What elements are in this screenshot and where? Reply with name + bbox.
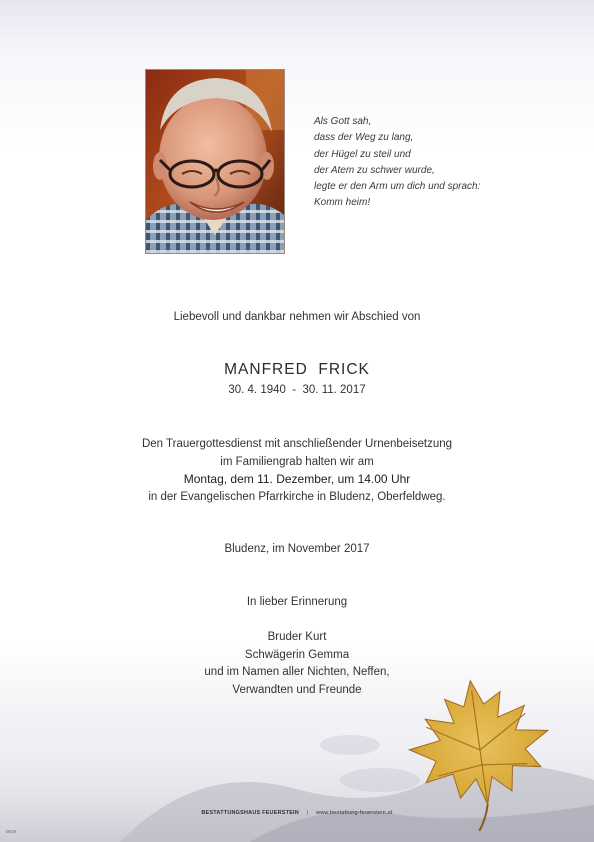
funeral-home-name: BESTATTUNGSHAUS FEUERSTEIN	[201, 810, 299, 816]
poem	[314, 114, 554, 212]
mourner-line: Schwägerin Gemma	[244, 648, 350, 661]
service-line-1: Den Trauergottesdienst mit anschließender Urnenbeisetzung	[141, 438, 453, 450]
footer	[0, 810, 594, 816]
deceased-name: MANFRED FRICK	[224, 361, 370, 378]
closing-phrase: In lieber Erinnerung	[246, 596, 348, 608]
service-info	[0, 436, 594, 506]
mourner-line: Verwandten und Freunde	[232, 683, 362, 696]
intro-text: Liebevoll und dankbar nehmen wir Abschied von	[173, 311, 421, 323]
poem-line: der Hügel zu steil und	[314, 148, 411, 160]
poem-line: Als Gott sah,	[314, 116, 372, 127]
place-date: Bludenz, im November 2017	[224, 543, 370, 555]
poem-line: Komm heim!	[314, 197, 371, 209]
service-line-2: im Familiengrab halten wir am	[220, 455, 374, 468]
mourner-line: und im Namen aller Nichten, Neffen,	[204, 666, 390, 678]
portrait-photo	[145, 69, 285, 254]
poem-line: der Atem zu schwer wurde,	[314, 164, 435, 176]
life-dates: 30. 4. 1940 - 30. 11. 2017	[228, 384, 366, 396]
service-location: in der Evangelischen Pfarrkirche in Bludenz, Oberfeldweg.	[148, 490, 446, 503]
poem-line: dass der Weg zu lang,	[314, 132, 414, 144]
print-code: 0519	[6, 829, 17, 834]
footer-separator: |	[306, 810, 309, 816]
funeral-home-website[interactable]: www.bestattung-feuerstein.at	[316, 810, 393, 816]
portrait-image	[146, 70, 284, 253]
poem-line: legte er den Arm um dich und sprach:	[314, 181, 481, 193]
mourner-line: Bruder Kurt	[267, 631, 327, 643]
service-date: Montag, dem 11. Dezember, um 14.00 Uhr	[183, 472, 411, 486]
